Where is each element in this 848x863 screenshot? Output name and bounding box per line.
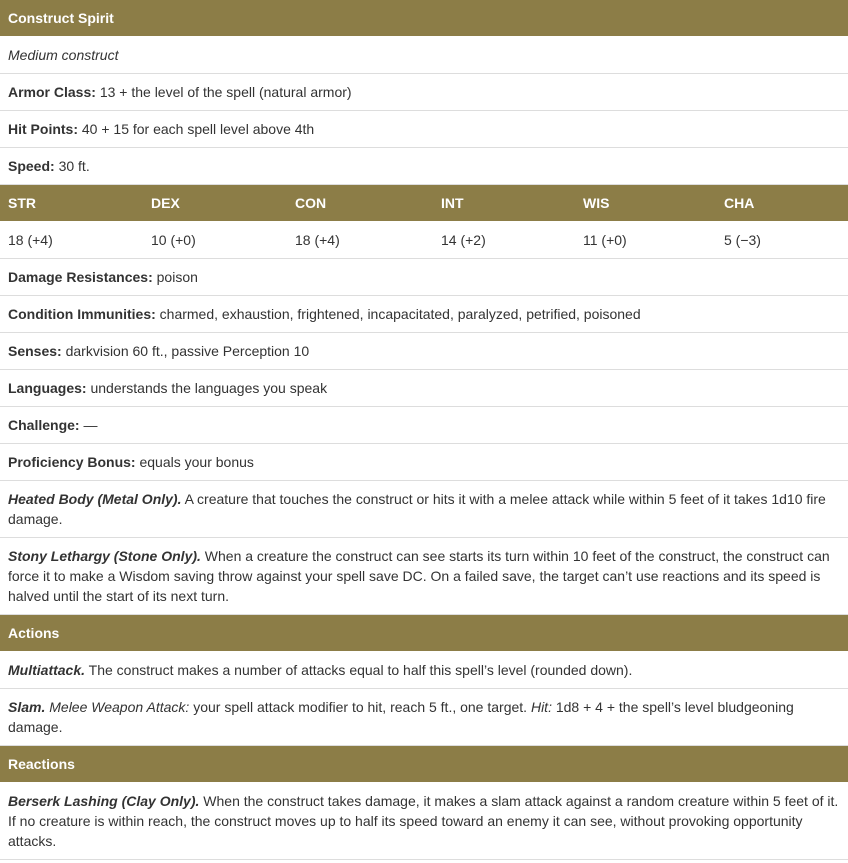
reactions-heading-row [0,746,848,783]
ability-header-str: STR [0,185,143,222]
type-row [0,37,848,74]
ability-header-wis: WIS [575,185,716,222]
senses-label: Senses: [8,343,62,359]
condition-immunities-label: Condition Immunities: [8,306,156,322]
armor-class-value: 13 + the level of the spell (natural armor) [99,84,352,100]
senses-value: darkvision 60 ft., passive Perception 10 [65,343,310,359]
reaction-text-berserk-lashing: When the construct takes damage, it makes a slam attack against a random creature within 5 feet of it. If no creature is within reach, the construct moves up to half its speed toward an enemy it can see, without provoking opportunity attacks. [8,793,839,849]
stat-block-title: Construct Spirit [0,0,848,37]
ability-value-con: 18 (+4) [287,222,433,259]
reactions-heading: Reactions [0,746,848,783]
damage-resistances-value: poison [156,269,198,285]
action-row-multiattack [0,652,848,689]
damage-resistances-row [0,259,848,296]
actions-heading-row [0,615,848,652]
ability-value-str: 18 (+4) [0,222,143,259]
armor-class-row [0,74,848,111]
reaction-name-berserk-lashing: Berserk Lashing (Clay Only). [8,793,200,809]
ability-header-dex: DEX [143,185,287,222]
speed-row [0,148,848,185]
creature-type: Medium construct [0,37,848,74]
challenge-row [0,407,848,444]
action-hit-label-slam: Hit: [530,699,552,715]
reaction-row-berserk-lashing [0,783,848,860]
senses-row [0,333,848,370]
languages-value: understands the languages you speak [90,380,328,396]
trait-row-heated-body [0,481,848,538]
hit-points-value: 40 + 15 for each spell level above 4th [81,121,315,137]
title-row [0,0,848,37]
proficiency-bonus-row [0,444,848,481]
languages-row [0,370,848,407]
trait-text-stony-lethargy: When a creature the construct can see starts its turn within 10 feet of the construct, the construct can force it to make a Wisdom saving throw against your spell save DC. On a failed save, the target can’t use reactions and its speed is halved until the start of its next turn. [8,548,830,604]
ability-header-row [0,185,848,222]
trait-name-stony-lethargy: Stony Lethargy (Stone Only). [8,548,201,564]
hit-points-label: Hit Points: [8,121,78,137]
action-hit-text-slam: 1d8 + 4 + the spell’s level bludgeoning damage. [8,699,794,735]
speed-label: Speed: [8,158,55,174]
trait-row-stony-lethargy [0,538,848,615]
condition-immunities-value: charmed, exhaustion, frightened, incapacitated, paralyzed, petrified, poisoned [159,306,641,322]
challenge-value: — [83,417,98,433]
ability-header-cha: CHA [716,185,848,222]
challenge-label: Challenge: [8,417,80,433]
ability-header-int: INT [433,185,575,222]
proficiency-bonus-label: Proficiency Bonus: [8,454,136,470]
damage-resistances-label: Damage Resistances: [8,269,153,285]
ability-value-cha: 5 (−3) [716,222,848,259]
ability-value-dex: 10 (+0) [143,222,287,259]
actions-heading: Actions [0,615,848,652]
armor-class-label: Armor Class: [8,84,96,100]
ability-value-int: 14 (+2) [433,222,575,259]
ability-header-con: CON [287,185,433,222]
condition-immunities-row [0,296,848,333]
speed-value: 30 ft. [58,158,90,174]
proficiency-bonus-value: equals your bonus [139,454,254,470]
action-text-multiattack: The construct makes a number of attacks equal to half this spell’s level (rounded down). [88,662,633,678]
trait-text-heated-body: A creature that touches the construct or hits it with a melee attack while within 5 feet of it takes 1d10 fire damage. [8,491,826,527]
trait-name-heated-body: Heated Body (Metal Only). [8,491,182,507]
ability-values-row [0,222,848,259]
hit-points-row [0,111,848,148]
action-name-multiattack: Multiattack. [8,662,86,678]
ability-value-wis: 11 (+0) [575,222,716,259]
action-attack-type-slam: Melee Weapon Attack: [49,699,190,715]
action-attack-text-slam: your spell attack modifier to hit, reach 5 ft., one target. [193,699,528,715]
languages-label: Languages: [8,380,87,396]
action-name-slam: Slam. [8,699,46,715]
action-row-slam [0,689,848,746]
